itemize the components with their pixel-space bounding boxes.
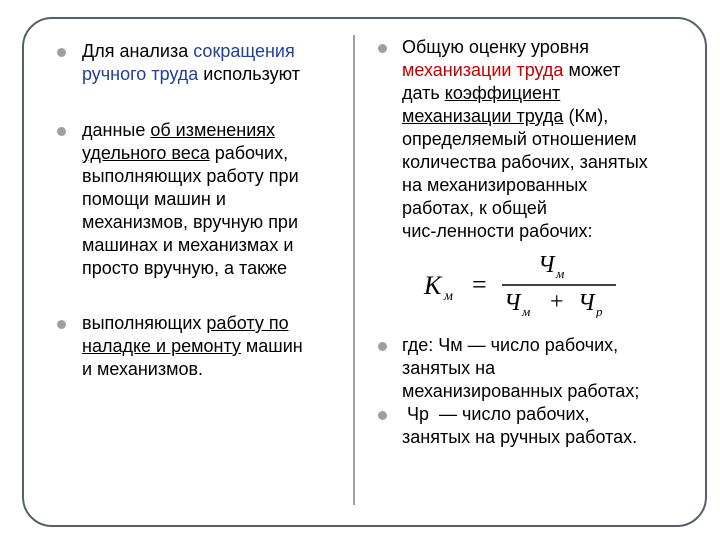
left-bullet-3-line-2	[82, 335, 303, 358]
text-run: используют	[198, 64, 300, 84]
left-bullet-1-line-1	[82, 40, 295, 63]
left-bullet-2-line-7: просто вручную, а также	[82, 258, 288, 278]
formula-eq: =	[472, 270, 487, 299]
left-bullet-2-line-5: механизмов, вручную при	[82, 212, 298, 232]
right-bullet-1-line-4	[402, 105, 608, 128]
highlight-text: сокращения	[193, 41, 295, 61]
formula-num-sub: м	[556, 266, 565, 281]
right-bullet-3-line-2: занятых на ручных работах.	[402, 427, 638, 447]
highlight-text: механизации труда	[402, 60, 564, 80]
right-bullet-1-line-7: на механизированных	[402, 175, 588, 195]
bullet-icon	[57, 320, 66, 329]
left-bullet-2-line-1	[82, 119, 275, 142]
right-bullet-1-line-1: Общую оценку уровня	[402, 37, 590, 57]
text-run: машин	[240, 336, 303, 356]
right-bullet-1-line-5: определяемый отношением	[402, 129, 637, 149]
right-bullet-2-line-2: занятых на	[402, 358, 496, 378]
formula-den-2: Ч	[578, 290, 595, 316]
formula-den-2-sub: р	[596, 304, 603, 318]
formula-den-1-sub: м	[522, 304, 531, 318]
left-bullet-3-line-3: и механизмов.	[82, 359, 204, 379]
bullet-icon	[57, 48, 66, 57]
text-run: (Км),	[563, 106, 609, 126]
left-bullet-2-line-3: выполняющих работу при	[82, 166, 299, 186]
underlined-text: наладке и ремонту	[82, 336, 241, 356]
column-divider	[353, 35, 355, 505]
text-run: выполняющих	[82, 313, 207, 333]
bullet-icon	[378, 411, 387, 420]
right-bullet-1-line-6: количества рабочих, занятых	[402, 152, 648, 172]
right-bullet-2-line-1: где: Чм — число рабочих,	[402, 335, 619, 355]
right-bullet-1-line-3	[402, 82, 560, 105]
formula-plus: +	[550, 289, 564, 315]
formula-den-1: Ч	[504, 290, 521, 316]
right-bullet-1-line-2	[402, 59, 620, 82]
text-run: рабочих,	[209, 143, 289, 163]
underlined-text: работу по	[206, 313, 289, 333]
underlined-text: механизации труда	[402, 106, 564, 126]
right-bullet-2-line-3: механизированных работах;	[402, 381, 640, 401]
text-run: дать	[402, 83, 445, 103]
formula-lhs-sub: м	[444, 289, 453, 304]
bullet-icon	[378, 342, 387, 351]
bullet-icon	[378, 44, 387, 53]
right-bullet-3-line-1: Чр — число рабочих,	[402, 404, 590, 424]
underlined-text: удельного веса	[82, 143, 210, 163]
formula-num: Ч	[538, 252, 555, 278]
left-bullet-2-line-6: машинах и механизмах и	[82, 235, 294, 255]
text-run: может	[563, 60, 621, 80]
highlight-text: ручного труда	[82, 64, 199, 84]
left-bullet-2-line-2	[82, 142, 288, 165]
left-bullet-1-line-2	[82, 63, 300, 86]
formula-lhs: K	[424, 271, 442, 300]
text-run: Для анализа	[82, 41, 194, 61]
left-bullet-3-line-1	[82, 312, 289, 335]
right-bullet-1-line-9: чис-ленности рабочих:	[402, 221, 593, 241]
left-bullet-2-line-4: помощи машин и	[82, 189, 226, 209]
text-run: данные	[82, 120, 151, 140]
right-bullet-1-line-8: работах, к общей	[402, 198, 547, 218]
underlined-text: об изменениях	[150, 120, 276, 140]
bullet-icon	[57, 127, 66, 136]
formula-km	[420, 252, 630, 318]
underlined-text: коэффициент	[444, 83, 561, 103]
